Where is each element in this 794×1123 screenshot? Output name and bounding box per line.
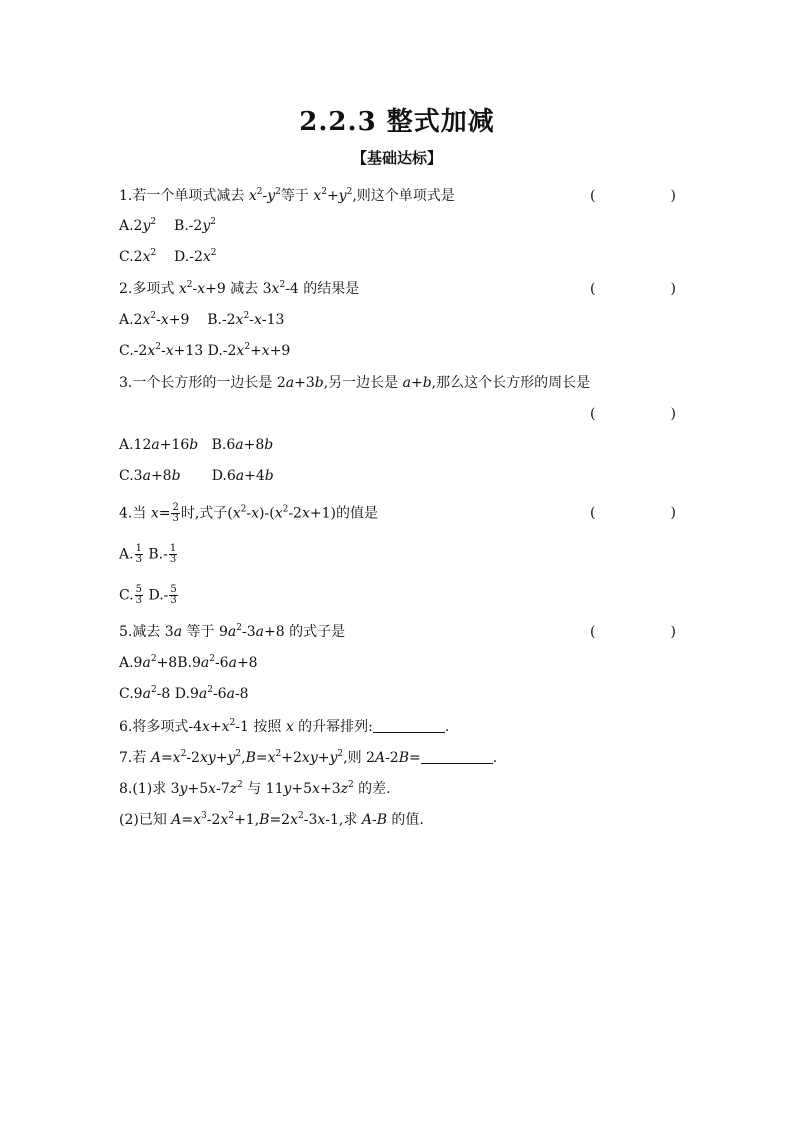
- question-8-part-1: 8.(1)求 $3y+5x-7z^2$ 与 $11y+5x+3z^2$ 的差.: [119, 780, 391, 797]
- question-4: 4.当 x= $\frac{2}{3}$ 时,式子$(x^2-x)-(x^2-2x+1)$的值是: [119, 502, 378, 524]
- q1-options-cd: $C.2x^2$ $D.-2x^2$: [119, 248, 217, 265]
- question-3: 3.一个长方形的一边长是 2a+3b,另一边长是 a+b,那么这个长方形的周长是: [119, 375, 591, 391]
- q2-options-cd: $C.-2x^2-x+13$ $D.-2x^2+x+9$: [119, 342, 291, 359]
- answer-parentheses: ( ): [590, 505, 676, 521]
- q3-options-ab: A.12a+16b B.6a+8b: [119, 437, 274, 453]
- q5-options-cd: $C.9a^2-8$ $D.9a^2-6a-8$: [119, 685, 249, 702]
- answer-parentheses: ( ): [590, 624, 676, 640]
- q3-options-cd: C.3a+8b D.6a+4b: [119, 468, 274, 484]
- q4-options-ab: A. $\frac{1}{3}$ B.- $\frac{1}{3}$: [119, 543, 177, 565]
- q1-options-ab: $A.2y^2$ $B.-2y^2$: [119, 217, 216, 234]
- question-8-part-2: (2)已知 $A=x^3-2x^2+1,B=2x^2-3x-1$,求 A-B 的值.: [119, 811, 424, 828]
- question-7: 7.若 $A=x^2-2xy+y^2,B=x^2+2xy+y^2$,则 2A-2B= .: [119, 749, 498, 766]
- q4-options-cd: C. $\frac{5}{3}$ D.- $\frac{5}{3}$: [119, 584, 177, 606]
- q2-options-ab: $A.2x^2-x+9$ $B.-2x^2-x-13$: [119, 311, 285, 328]
- question-6: 6.将多项式$-4x+x^2-1$ 按照 x 的升幂排列: .: [119, 718, 450, 735]
- question-5: 5.减去 3a 等于 $9a^2-3a+8$ 的式子是: [119, 623, 346, 640]
- answer-parentheses: ( ): [590, 281, 676, 297]
- page-title: 2.2.3 整式加减: [299, 107, 495, 137]
- answer-parentheses: ( ): [590, 406, 676, 422]
- answer-parentheses: ( ): [590, 188, 676, 204]
- answer-blank[interactable]: [421, 749, 493, 764]
- question-1: 1.若一个单项式减去 $x^2-y^2$等于 $x^2+y^2$,则这个单项式是: [119, 187, 455, 204]
- answer-blank[interactable]: [373, 718, 445, 733]
- question-2: 2.多项式 $x^2-x+9$ 减去 $3x^2-4$ 的结果是: [119, 280, 360, 297]
- q5-options-ab: $A.9a^2+8B.9a^2-6a+8$: [119, 654, 258, 671]
- section-heading: 【基础达标】: [351, 149, 442, 167]
